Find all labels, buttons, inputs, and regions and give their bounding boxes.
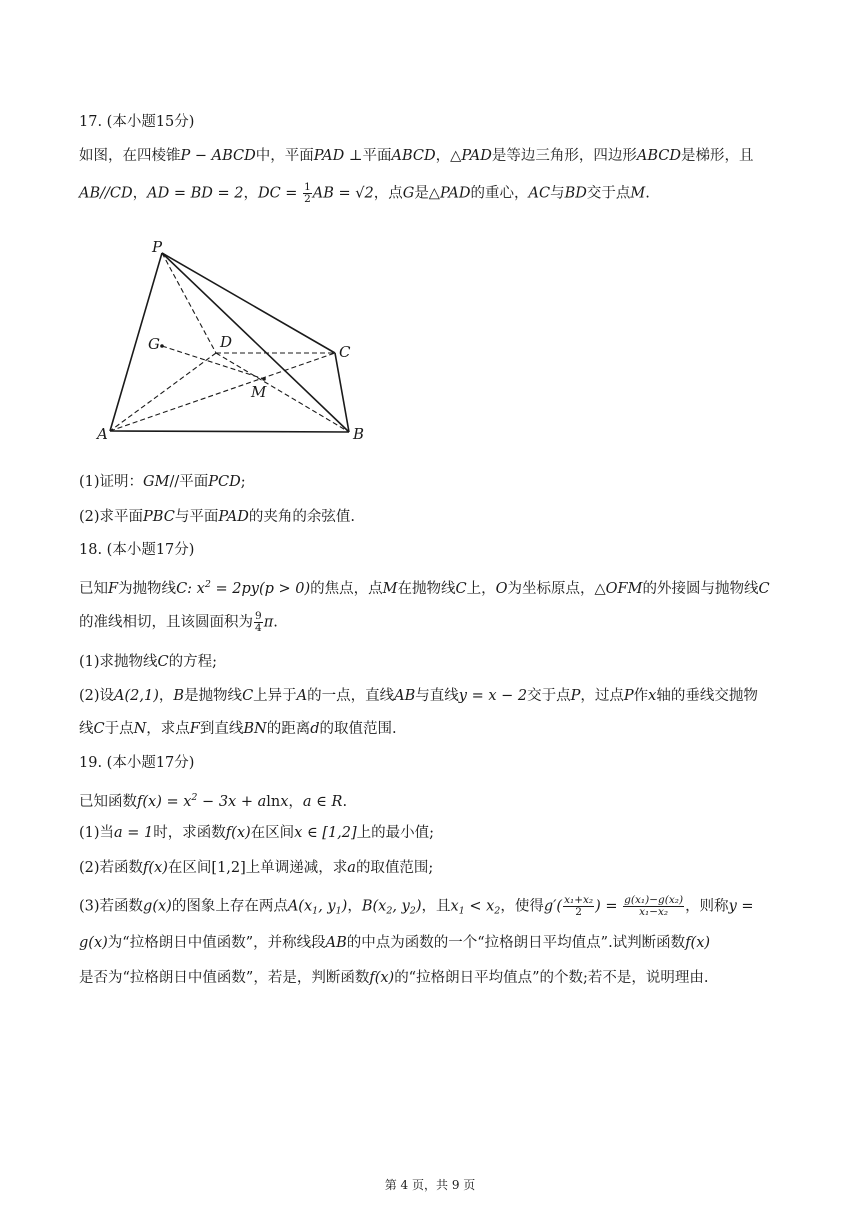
half-fraction: $\frac{1}{2}$ [304,181,311,205]
label-b: B [353,425,365,443]
edge-pc [162,253,335,353]
q17-statement-line-2: AB//CD，AD = BD = 2，DC = $\frac{1}{2}$ AB = √2，点G是△PAD的重心，AC与BD交于点M. [79,181,650,205]
q19-part-3-line-1: (3)若函数g(x)的图象上存在两点$A(x_1$, $y_1$)，$B(x_2$, $y_2$)，且$x_1 < x_2$，使得g′( $\frac{\text{x₁+x₂}}{2}$ ) = $\frac{\text{g(x₁)−g(x₂)}}{\text{x₁−x₂}}$ ，则称y = [79,894,754,918]
q18-part-1: (1)求抛物线C的方程; [79,654,218,670]
edge-pb [162,253,349,432]
q19-part-3-line-3: 是否为“拉格朗日中值函数”，若是，判断函数f(x)的“拉格朗日平均值点”的个数;若不是，说明理由. [79,970,709,986]
point-g [160,344,164,348]
label-a: A [97,425,108,443]
segment-gm [162,346,264,379]
q17-part-2: (2)求平面PBC与平面PAD的夹角的余弦值. [79,509,355,525]
label-d: D [220,333,233,351]
page-number: 第 4 页，共 9 页 [384,1178,476,1192]
label-g: G [148,335,160,353]
q17-part-1: (1)证明：GM//平面PCD; [79,474,246,490]
q18-part-2-line-2: 线C于点N，求点F到直线BN的距离d的取值范围. [79,721,397,737]
edge-da [110,353,216,431]
diagonal-ac [110,353,335,431]
nine-quarters-fraction: $\frac{9}{4}$ [255,610,262,634]
q19-part-3-line-2: g(x)为“拉格朗日中值函数”，并称线段AB的中点为函数的一个“拉格朗日平均值点”.试判断函数f(x) [79,935,711,951]
q17-header: 17. (本小题15分) [79,114,195,130]
q19-header: 19. (本小题17分) [79,755,195,771]
q17-statement-line-1: 如图，在四棱锥P − ABCD中，平面PAD ⊥平面ABCD，△PAD是等边三角形，四边形ABCD是梯形，且 [79,148,754,164]
q19-part-2: (2)若函数f(x)在区间[1,2]上单调递减，求a的取值范围; [79,860,434,876]
label-c: C [339,343,351,361]
q18-statement-line-1: 已知F为抛物线C: $x^2 = 2py(p > 0)$的焦点，点M在抛物线C上，O为坐标原点，△OFM的外接圆与抛物线C [79,579,770,597]
edge-ab [110,431,349,432]
q19-part-1: (1)当a = 1时，求函数f(x)在区间x ∈ [1,2]上的最小值; [79,825,435,841]
page-footer [0,1176,860,1193]
midpoint-fraction: $\frac{\text{x₁+x₂}}{2}$ [564,894,594,918]
q18-header: 18. (本小题17分) [79,542,195,558]
pyramid-figure [92,236,382,446]
point-m [262,377,266,381]
difference-quotient-fraction: $\frac{\text{g(x₁)−g(x₂)}}{\text{x₁−x₂}}$ [624,894,684,918]
q18-part-2-line-1: (2)设A(2,1)，B是抛物线C上异于A的一点，直线AB与直线y = x − 2交于点P，过点P作x轴的垂线交抛物 [79,688,758,704]
label-p: P [152,238,163,256]
q19-statement: 已知函数$f(x) = x^2 - 3x + alnx$，a ∈ R. [79,792,348,810]
diagonal-bd [216,353,349,432]
label-m: M [251,383,267,401]
q18-statement-line-2: 的准线相切，且该圆面积为 $\frac{9}{4}$ π. [79,610,278,634]
